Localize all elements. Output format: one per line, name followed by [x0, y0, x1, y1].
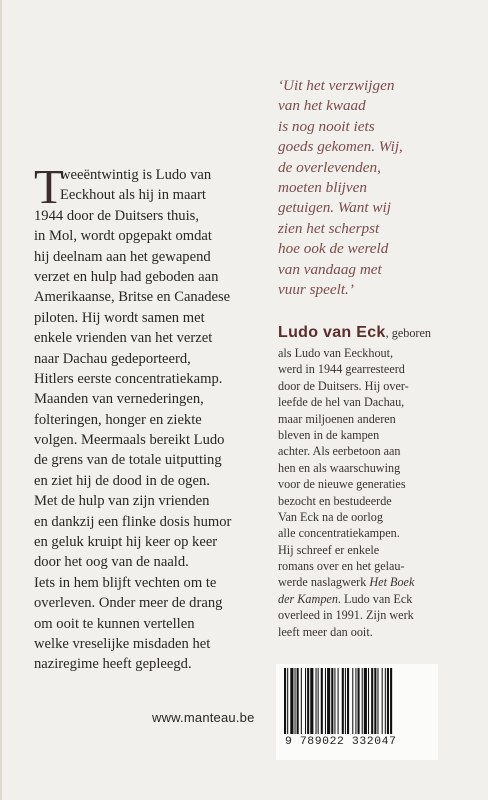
barcode-bar [338, 668, 339, 734]
bio-line: leefde de hel van Dachau, [278, 395, 405, 410]
bio-first-line-rest: , geboren [385, 326, 431, 340]
blurb-line: folteringen, honger en ziekte [34, 411, 202, 428]
barcode-bar [295, 668, 296, 734]
quote-line: moeten blijven [278, 178, 367, 196]
barcode-bar [342, 668, 344, 734]
bio-title-line [278, 574, 483, 590]
blurb-line: Iets in hem blijft vechten om te [34, 574, 217, 591]
barcode-bar [325, 668, 326, 734]
blurb-line: Met de hulp van zijn vrienden [34, 493, 210, 510]
bio-line: maar miljoenen anderen [278, 411, 396, 426]
barcode-bar [305, 668, 306, 734]
cover-edge [0, 0, 2, 800]
barcode-bar [352, 668, 353, 734]
barcode-bar [318, 668, 319, 734]
barcode-bar [358, 668, 360, 734]
bio-line: door de Duitsers. Hij over- [278, 378, 409, 393]
barcode-bar [310, 668, 313, 734]
barcode-bar [371, 668, 373, 734]
barcode-bar [284, 668, 286, 734]
blurb-line: Maanden van vernederingen, [34, 391, 204, 408]
barcode-bar [287, 668, 288, 734]
publisher-website[interactable]: www.manteau.be [152, 710, 255, 725]
quote-line: vuur speelt.’ [278, 280, 354, 298]
quote-line: de overlevenden, [278, 158, 381, 176]
bio-line: overleed in 1991. Zijn werk [278, 608, 414, 623]
blurb-line: piloten. Hij wordt samen met [34, 309, 205, 326]
barcode-bar [390, 668, 392, 734]
bio-line: Hij schreef er enkele [278, 542, 380, 557]
barcode-bar [316, 668, 317, 734]
bio-line: hen en als waarschuwing [278, 460, 401, 475]
blurb-line: naziregime heeft gepleegd. [34, 656, 192, 673]
bio-line: werde naslagwerk [278, 575, 367, 590]
bio-line: bezocht en bestudeerde [278, 493, 392, 508]
barcode-bar [327, 668, 330, 734]
barcode-bar [331, 668, 333, 734]
barcode-bar [290, 668, 293, 734]
quote-line: hoe ook de wereld [278, 240, 389, 258]
blurb-line: om ooit te kunnen vertellen [34, 615, 195, 632]
barcode-bar [387, 668, 389, 734]
quote-line: goeds gekomen. Wij, [278, 138, 403, 156]
barcode-bar [362, 668, 363, 734]
author-name: Ludo van Eck [278, 324, 386, 341]
blurb-line: Amerikaanse, Britse en Canadese [34, 289, 231, 306]
blurb-line: de grens van de totale uitputting [34, 452, 222, 469]
bio-line: als Ludo van Eeckhout, [278, 346, 394, 360]
blurb-line: en geluk kruipt hij keer op keer [34, 534, 218, 551]
barcode-bar [334, 668, 335, 734]
blurb-line: enkele vrienden van het verzet [34, 330, 213, 347]
bio-after-title: . Ludo van Eck [337, 591, 413, 606]
bio-line: alle concentratiekampen. [278, 526, 400, 541]
barcode-bar [364, 668, 367, 734]
blurb-line: volgen. Meermaals bereikt Ludo [34, 432, 225, 449]
barcode-bar [382, 668, 383, 734]
barcode-bar [368, 668, 369, 734]
bio-line: leeft meer dan ooit. [278, 624, 373, 639]
bio-line: Van Eck na de oorlog [278, 509, 383, 524]
barcode-bar [301, 668, 302, 734]
blurb-line: Eeckhout als hij in maart [60, 187, 206, 204]
quote-line: van vandaag met [278, 260, 382, 278]
barcode-bar [307, 668, 309, 734]
quote-line: getuigen. Want wij [278, 199, 391, 217]
blurb-line: Hitlers eerste concentratiekamp. [34, 370, 223, 387]
author-quote [278, 76, 478, 300]
bio-line: romans over en het gelau- [278, 559, 405, 574]
barcode-bar [377, 668, 378, 734]
blurb-line: overleven. Onder meer de drang [34, 595, 223, 612]
isbn-number: 9 789022 332047 [285, 736, 397, 748]
blurb-line: naar Dachau gedeporteerd, [34, 350, 191, 367]
blurb-line: welke vreselijke misdaden het [34, 635, 211, 652]
blurb-text [34, 159, 259, 675]
blurb-line: en ziet hij de dood in de ogen. [34, 472, 210, 489]
drop-cap: T [34, 159, 64, 214]
blurb-line: in Mol, wordt opgepakt omdat [34, 228, 212, 245]
quote-line: zien het scherpst [278, 219, 380, 237]
quote-line: van het kwaad [278, 97, 366, 115]
bio-line: voor de nieuwe generaties [278, 477, 406, 492]
barcode-bar [347, 668, 349, 734]
isbn-barcode [276, 664, 438, 760]
blurb-line: hij deelnam aan het gewapend [34, 248, 211, 265]
barcode-bar [374, 668, 376, 734]
author-bio [278, 325, 483, 640]
barcode-bar [345, 668, 346, 734]
blurb-line: weeëntwintig is Ludo van [60, 167, 212, 183]
bio-title-line-2 [278, 591, 483, 607]
blurb-line: 1944 door de Duitsers thuis, [34, 207, 199, 224]
blurb-line: en dankzij een flinke dosis humor [34, 513, 232, 530]
barcode-bar [297, 668, 299, 734]
blurb-line: verzet en hulp had geboden aan [34, 268, 219, 285]
bio-first-line [278, 325, 483, 345]
bio-line: bleven in de kampen [278, 427, 380, 442]
bio-line: werd in 1944 gearresteerd [278, 362, 405, 377]
quote-line: is nog nooit iets [278, 117, 375, 135]
quote-line: ‘Uit het verzwijgen [278, 77, 395, 94]
book-title: Het Boek [369, 575, 415, 590]
barcode-icon [282, 668, 432, 736]
bio-line: achter. Als eerbetoon aan [278, 444, 401, 459]
barcode-bar [321, 668, 323, 734]
blurb-line: door het oog van de naald. [34, 554, 189, 571]
book-title-2: der Kampen [278, 591, 338, 606]
barcode-bar [385, 668, 386, 734]
barcode-bar [355, 668, 356, 734]
